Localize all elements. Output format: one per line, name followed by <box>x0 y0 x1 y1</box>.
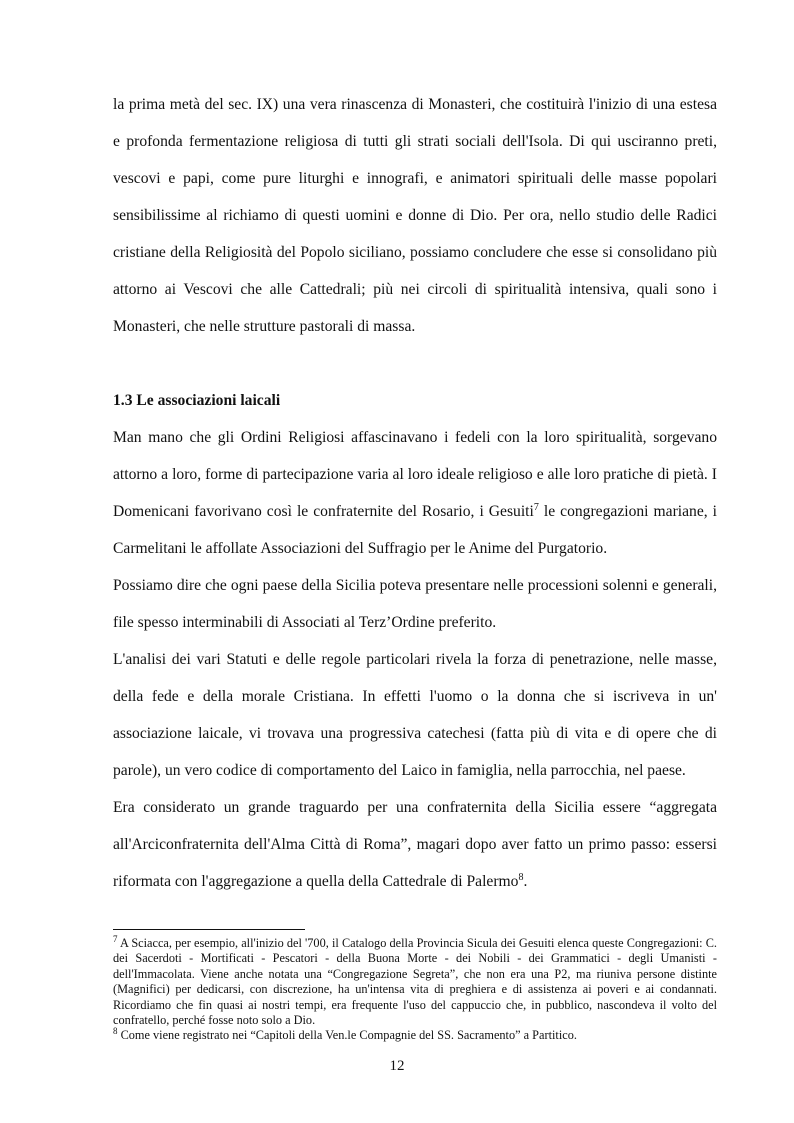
section-1-3 <box>113 382 717 900</box>
paragraph-text: le congregazioni mariane, i Carmelitani le affollate Associazioni del Suffragio per le Anime del Purgatorio. <box>113 503 717 557</box>
paragraph-text: . <box>523 873 528 890</box>
footnote-8 <box>113 1028 717 1043</box>
footnote-7 <box>113 933 717 1028</box>
body-paragraph-intro: la prima metà del sec. IX) una vera rinascenza di Monasteri, che costituirà l'inizio di una estesa e profonda fermentazione religiosa di tutti gli strati sociali dell'Isola. Di qui usciranno preti, vescovi e papi, come pure liturghi e innografi, e animatori spirituali delle masse popolari sensibilissime al richiamo di questi uomini e donne di Dio. Per ora, nello studio delle Radici cristiane della Religiosità del Popolo siciliano, possiamo concludere che esse si consolidano più attorno ai Vescovi che alle Cattedrali; più nei circoli di spiritualità intensiva, quali sono i Monasteri, che nelle strutture pastorali di massa. <box>113 96 717 335</box>
page-number: 12 <box>389 1058 405 1074</box>
footnotes <box>113 933 717 1044</box>
body-paragraph-2: Possiamo dire che ogni paese della Sicilia poteva presentare nelle processioni solenni e generali, file spesso interminabili di Associati al Terz’Ordine preferito. <box>113 577 717 631</box>
footnote-number: 8 <box>113 1026 118 1037</box>
section-heading: 1.3 Le associazioni laicali <box>113 392 281 409</box>
paragraph-text: Man mano che gli Ordini Religiosi affascinavano i fedeli con la loro spiritualità, sorgevano attorno a loro, forme di partecipazione varia al loro ideale religioso e alle loro pratiche di pietà. I Domenicani favorivano così le confraternite del Rosario, i Gesuiti <box>113 429 717 520</box>
body-paragraph-4 <box>113 789 717 900</box>
footnote-separator <box>113 929 305 930</box>
footnote-ref-8[interactable]: 8 <box>518 871 524 883</box>
body-paragraph-1 <box>113 419 717 567</box>
footnote-text: Come viene registrato nei “Capitoli della Ven.le Compagnie del SS. Sacramento” a Partitico. <box>117 1028 577 1043</box>
footnote-text: A Sciacca, per esempio, all'inizio del '700, il Catalogo della Provincia Sicula dei Gesuiti elenca queste Congregazioni: C. dei Sacerdoti - Mortificati - Pescatori - della Buona Morte - dei Nobili - dei Grammatici - degli Umanisti - dell'Immacolata. Viene anche notata una “Congregazione Segreta”, che non era una P2, ma riuniva persone distinte (Magnifici) per dedicarsi, con discrezione, ha un'intensa vita di preghiera e di assistenza ai poveri e ai condannati. Ricordiamo che fin quasi ai nostri tempi, era frequente l'uso del cappuccio che, in pubblico, nascondeva il volto del confratello, perché fosse noto solo a Dio. <box>113 936 717 1028</box>
body-paragraph-3: L'analisi dei vari Statuti e delle regole particolari rivela la forza di penetrazione, nelle masse, della fede e della morale Cristiana. In effetti l'uomo o la donna che si iscriveva in un' associazione laicale, vi trovava una progressiva catechesi (fatta più di vita e di opere che di parole), un vero codice di comportamento del Laico in famiglia, nella parrocchia, nel paese. <box>113 651 717 779</box>
footnote-ref-7[interactable]: 7 <box>533 501 539 513</box>
footnote-number: 7 <box>113 933 118 944</box>
paragraph-text: Era considerato un grande traguardo per una confraternita della Sicilia essere “aggregata all'Arciconfraternita dell'Alma Città di Roma”, magari dopo aver fatto un primo passo: essersi riformata con l'aggregazione a quella della Cattedrale di Palermo <box>113 799 717 890</box>
intro-text-block <box>113 86 717 345</box>
